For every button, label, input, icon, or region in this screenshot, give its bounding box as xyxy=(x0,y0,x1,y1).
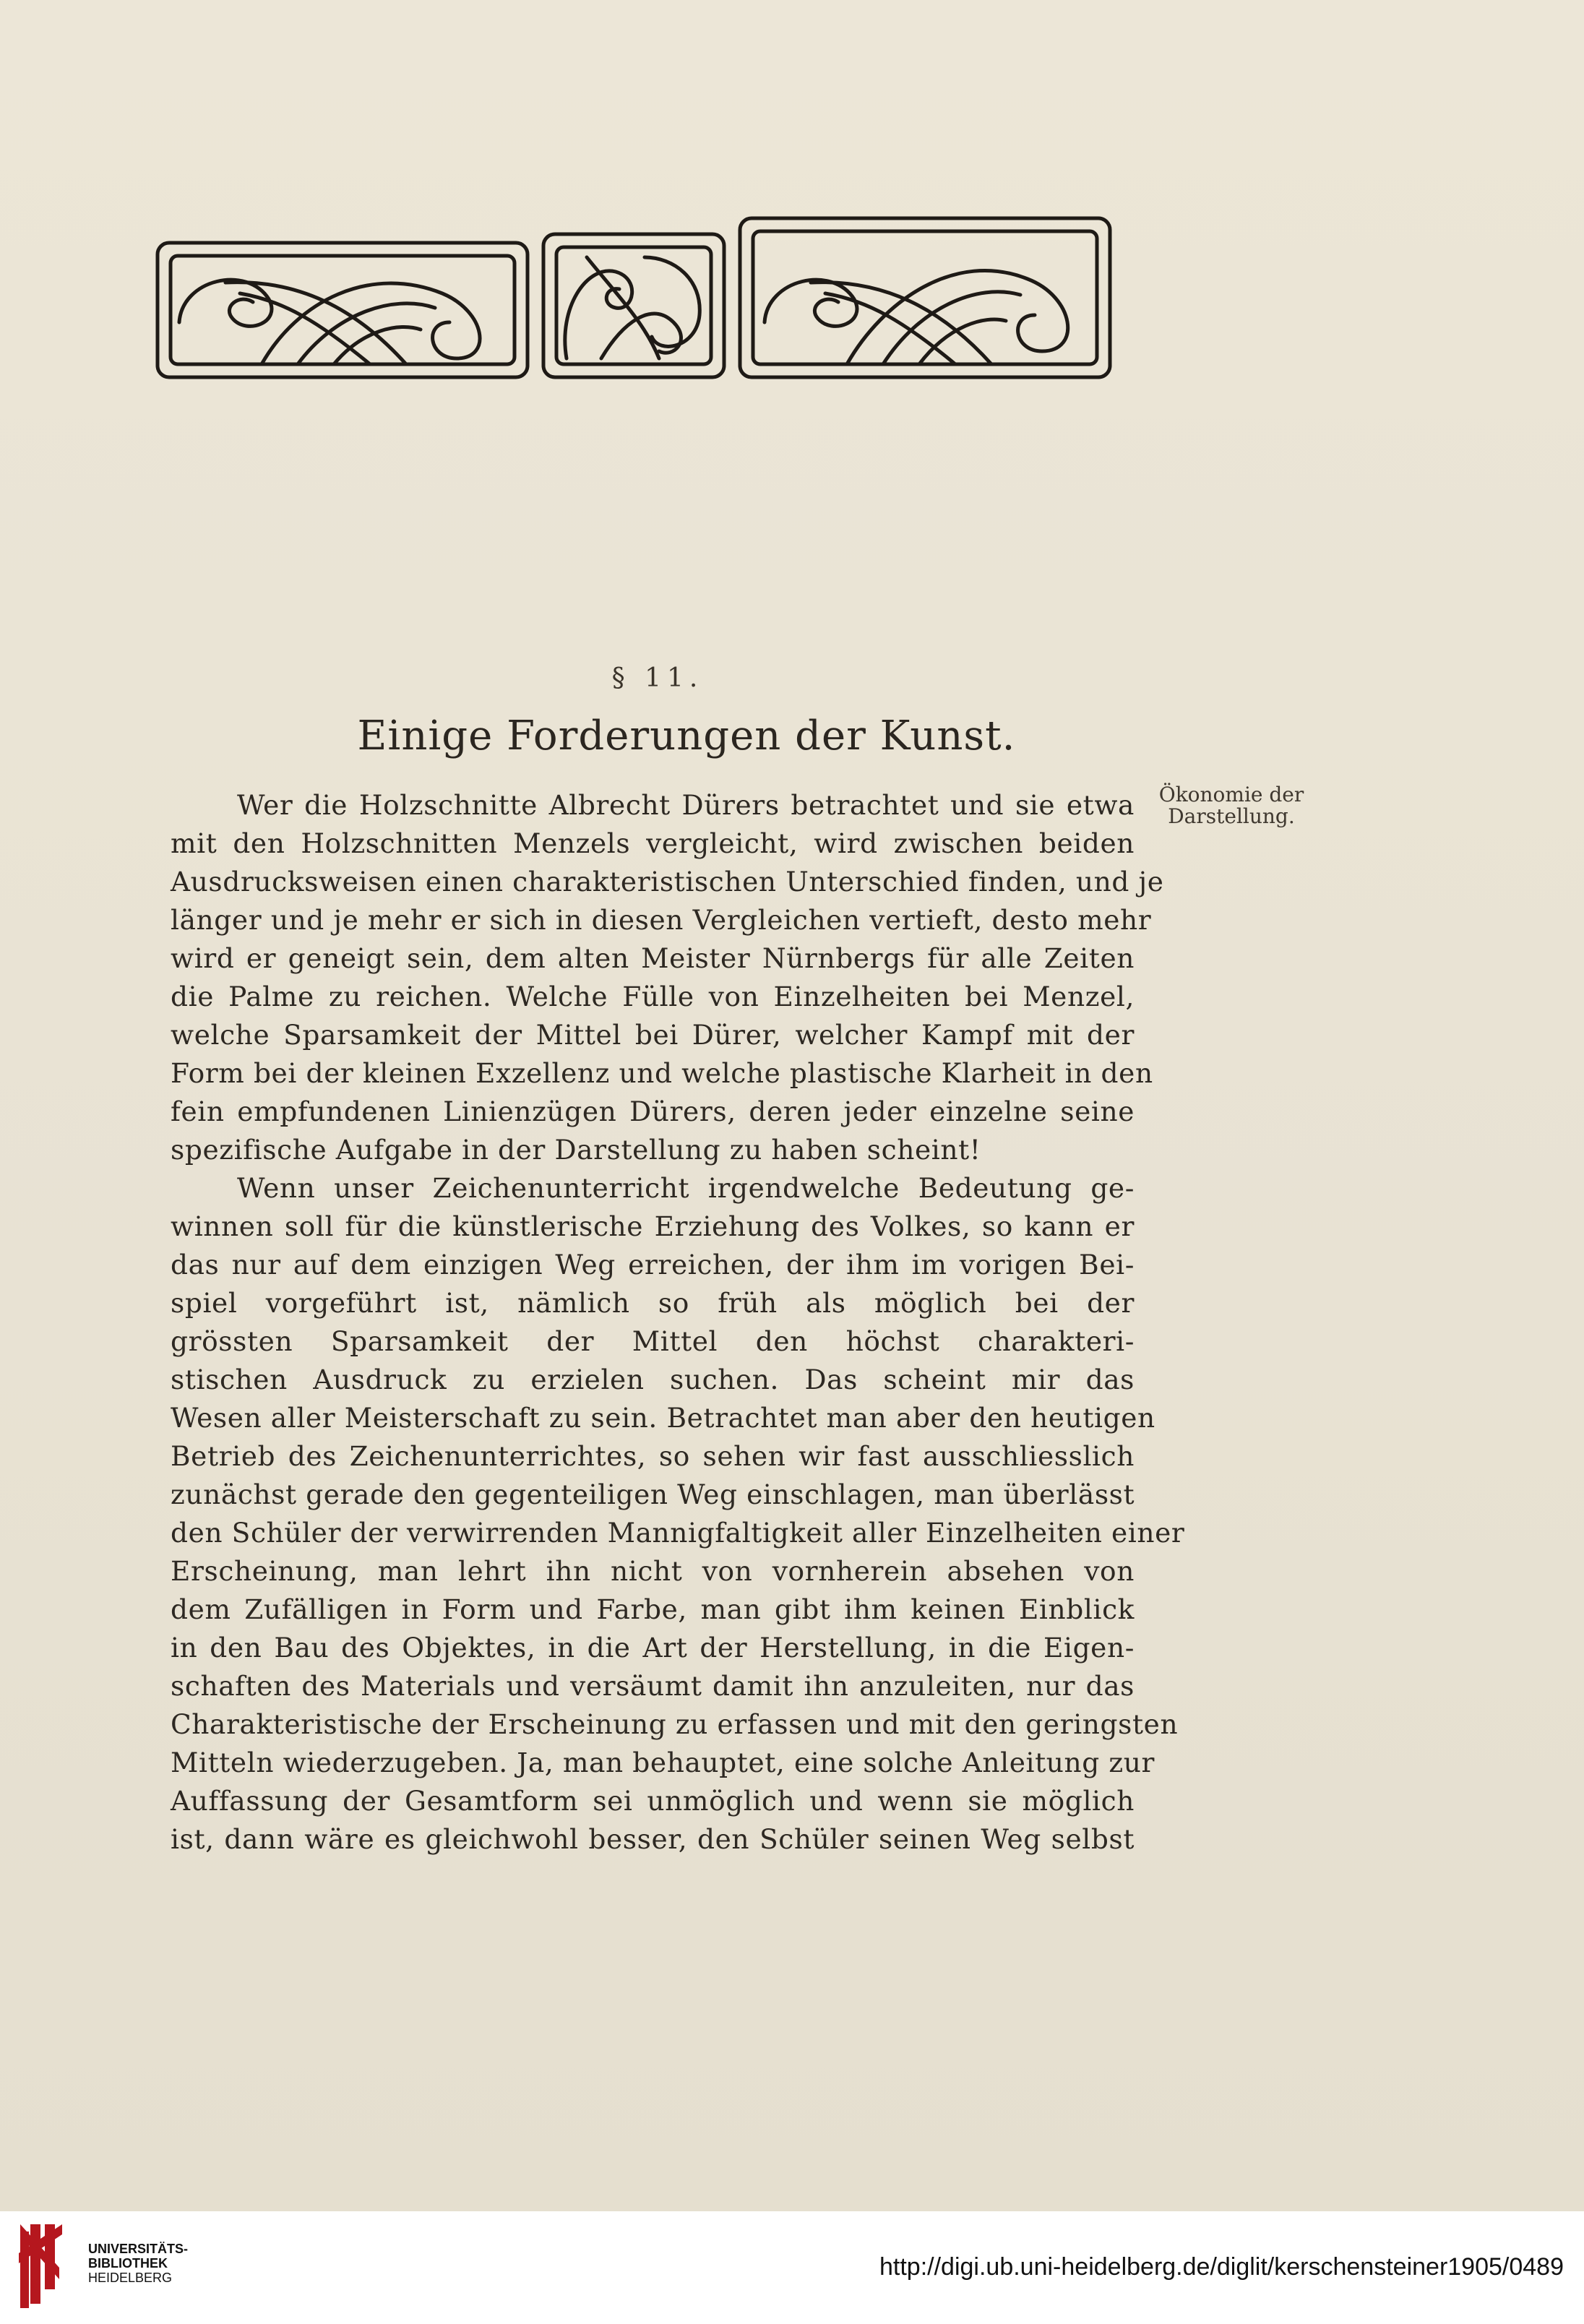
text-line: länger und je mehr er sich in diesen Vergleichen vertieft, desto mehr xyxy=(171,904,1152,936)
text-line: Auffassung der Gesamtform sei unmöglich und wenn sie möglich xyxy=(171,1785,1135,1817)
text-line: Mitteln wiederzugeben. Ja, man behauptet, eine solche Anleitung zur xyxy=(171,1747,1155,1778)
text-line: Wer die Holzschnitte Albrecht Dürers betrachtet und sie etwa xyxy=(237,789,1135,821)
text-line: Wenn unser Zeichenunterricht irgendwelche Bedeutung ge- xyxy=(237,1172,1135,1204)
text-line: die Palme zu reichen. Welche Fülle von Einzelheiten bei Menzel, xyxy=(171,981,1135,1012)
margin-note xyxy=(1145,784,1318,827)
text-line: Ausdrucksweisen einen charakteristischen Unterschied finden, und je xyxy=(171,866,1164,898)
text-line: spiel vorgeführt ist, nämlich so früh als möglich bei der xyxy=(171,1287,1135,1319)
text-line: Charakteristische der Erscheinung zu erfassen und mit den geringsten xyxy=(171,1708,1179,1740)
margin-note-line: Ökonomie der xyxy=(1158,783,1304,806)
text-line: zunächst gerade den gegenteiligen Weg einschlagen, man überlässt xyxy=(171,1479,1135,1510)
text-line: das nur auf dem einzigen Weg erreichen, der ihm im vorigen Bei- xyxy=(171,1249,1135,1281)
chapter-title: Einige Forderungen der Kunst. xyxy=(357,713,1016,759)
text-line: winnen soll für die künstlerische Erziehung des Volkes, so kann er xyxy=(171,1210,1135,1242)
margin-note-line: Darstellung. xyxy=(1168,804,1295,828)
text-line: in den Bau des Objektes, in die Art der Herstellung, in die Eigen- xyxy=(171,1632,1135,1664)
text-line: welche Sparsamkeit der Mittel bei Dürer, welcher Kampf mit der xyxy=(171,1019,1135,1051)
library-name-line: HEIDELBERG xyxy=(88,2271,173,2285)
text-line: Wesen aller Meisterschaft zu sein. Betrachtet man aber den heutigen xyxy=(171,1402,1155,1434)
text-line: den Schüler der verwirrenden Mannigfaltigkeit aller Einzelheiten einer xyxy=(171,1517,1185,1549)
text-line: ist, dann wäre es gleichwohl besser, den Schüler seinen Weg selbst xyxy=(171,1823,1135,1855)
text-line: schaften des Materials und versäumt damit ihn anzuleiten, nur das xyxy=(171,1670,1135,1702)
library-logo-icon xyxy=(16,2181,68,2311)
source-url[interactable]: http://digi.ub.uni-heidelberg.de/diglit/kerschensteiner1905/0489 xyxy=(879,2253,1564,2281)
text-line: Form bei der kleinen Exzellenz und welche plastische Klarheit in den xyxy=(171,1057,1153,1089)
text-line: wird er geneigt sein, dem alten Meister Nürnbergs für alle Zeiten xyxy=(171,942,1135,974)
decorative-ornament-band xyxy=(153,214,1114,383)
text-line: dem Zufälligen in Form und Farbe, man gibt ihm keinen Einblick xyxy=(171,1593,1135,1625)
body-text xyxy=(171,786,1185,1859)
text-line: Erscheinung, man lehrt ihn nicht von vornherein absehen von xyxy=(171,1555,1135,1587)
text-line: mit den Holzschnitten Menzels vergleicht, wird zwischen beiden xyxy=(171,827,1135,859)
text-line: grössten Sparsamkeit der Mittel den höchst charakteri- xyxy=(171,1325,1135,1357)
text-line: fein empfundenen Linienzügen Dürers, deren jeder einzelne seine xyxy=(171,1096,1135,1127)
text-line: spezifische Aufgabe in der Darstellung zu haben scheint! xyxy=(171,1134,981,1166)
library-name-line: UNIVERSITÄTS- xyxy=(88,2242,189,2256)
text-line: Betrieb des Zeichenunterrichtes, so sehen wir fast ausschliesslich xyxy=(171,1440,1135,1472)
library-name-line: BIBLIOTHEK xyxy=(88,2256,168,2271)
text-line: stischen Ausdruck zu erzielen suchen. Das scheint mir das xyxy=(171,1364,1135,1395)
library-name xyxy=(88,2242,188,2285)
section-number: § 11. xyxy=(611,663,704,693)
